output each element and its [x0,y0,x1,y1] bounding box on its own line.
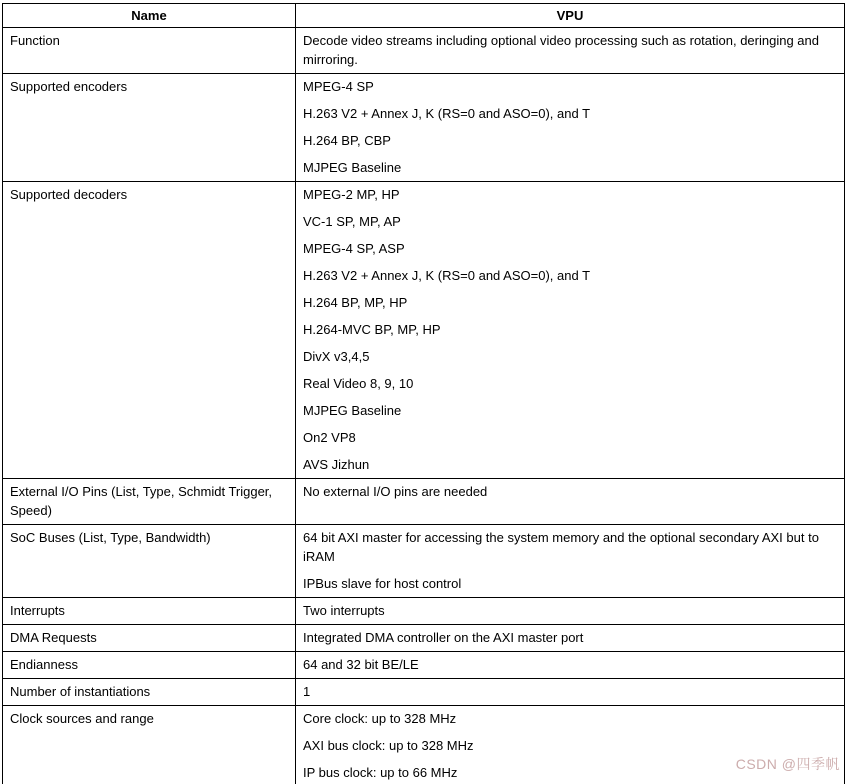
row-value [296,182,845,479]
value-line: 64 and 32 bit BE/LE [303,657,419,672]
row-name: DMA Requests [3,625,296,652]
value-line: Core clock: up to 328 MHz [303,711,457,726]
column-header-name: Name [3,4,296,28]
value-line: Decode video streams including optional video processing such as rotation, deringing and mirroring. [303,33,819,67]
value-line: H.264 BP, MP, HP [303,295,408,310]
value-line: Integrated DMA controller on the AXI master port [303,630,584,645]
value-line: 1 [303,684,311,699]
value-line: AXI bus clock: up to 328 MHz [303,738,474,753]
value-line: MPEG-4 SP, ASP [303,241,405,256]
row-name: External I/O Pins (List, Type, Schmidt Trigger, Speed) [3,479,296,525]
value-line: IP bus clock: up to 66 MHz [303,765,458,780]
row-name: Endianness [3,652,296,679]
table-row [3,74,845,182]
table-row [3,525,845,598]
row-value [296,679,845,706]
value-line: No external I/O pins are needed [303,484,488,499]
table-row [3,598,845,625]
value-line: On2 VP8 [303,430,356,445]
table-row [3,28,845,74]
row-name: Function [3,28,296,74]
row-value [296,74,845,182]
value-line: 64 bit AXI master for accessing the system memory and the optional secondary AXI but to iRAM [303,530,819,564]
column-header-vpu: VPU [296,4,845,28]
table-row [3,182,845,479]
row-value [296,28,845,74]
value-line: Real Video 8, 9, 10 [303,376,414,391]
row-name: Number of instantiations [3,679,296,706]
value-line: MJPEG Baseline [303,403,402,418]
row-name: Interrupts [3,598,296,625]
row-name: Supported decoders [3,182,296,479]
value-line: Two interrupts [303,603,385,618]
row-value [296,652,845,679]
table-row [3,652,845,679]
vpu-spec-table [2,3,845,784]
row-value [296,625,845,652]
table-row [3,706,845,784]
value-line: IPBus slave for host control [303,576,462,591]
table-row [3,479,845,525]
header-row [3,4,845,28]
row-name: Clock sources and range [3,706,296,784]
value-line: H.263 V2 + Annex J, K (RS=0 and ASO=0), and T [303,268,591,283]
table-row [3,679,845,706]
value-line: MPEG-4 SP [303,79,374,94]
value-line: H.263 V2 + Annex J, K (RS=0 and ASO=0), and T [303,106,591,121]
row-value [296,598,845,625]
row-value [296,706,845,784]
row-name: Supported encoders [3,74,296,182]
value-line: MJPEG Baseline [303,160,402,175]
value-line: H.264 BP, CBP [303,133,391,148]
value-line: H.264-MVC BP, MP, HP [303,322,441,337]
value-line: MPEG-2 MP, HP [303,187,400,202]
value-line: DivX v3,4,5 [303,349,370,364]
row-value [296,479,845,525]
row-value [296,525,845,598]
table-row [3,625,845,652]
table-header [3,4,845,28]
watermark: CSDN @四季帆 [735,756,840,772]
value-line: VC-1 SP, MP, AP [303,214,401,229]
value-line: AVS Jizhun [303,457,370,472]
row-name: SoC Buses (List, Type, Bandwidth) [3,525,296,598]
table-body [3,28,845,784]
